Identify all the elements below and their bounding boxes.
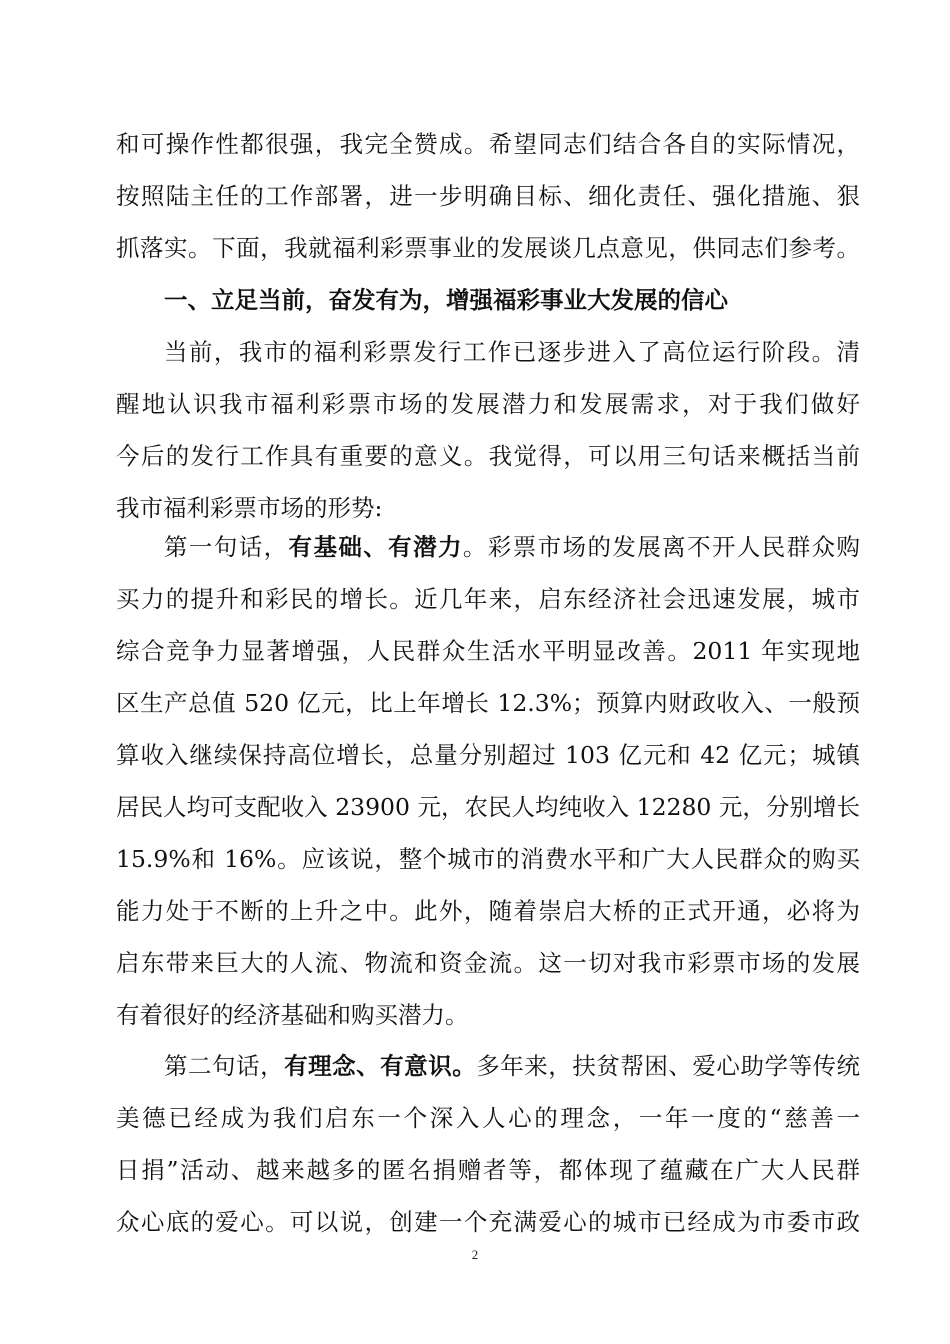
body-text-line: 今后的发行工作具有重要的意义。我觉得，可以用三句话来概括当前 <box>116 442 860 470</box>
paragraph-first-line <box>164 1051 860 1081</box>
body-text-line: 众心底的爱心。可以说，创建一个充满爱心的城市已经成为市委市政 <box>116 1208 860 1236</box>
body-text: 多年来，扶贫帮困、爱心助学等传统 <box>476 1052 861 1080</box>
body-text-line: 能力处于不断的上升之中。此外，随着崇启大桥的正式开通，必将为 <box>116 897 860 925</box>
body-text-line: 美德已经成为我们启东一个深入人心的理念，一年一度的“慈善一 <box>116 1104 860 1132</box>
body-text-line: 15.9%和 16%。应该说，整个城市的消费水平和广大人民群众的购买 <box>116 845 860 873</box>
body-text-line: 和可操作性都很强，我完全赞成。希望同志们结合各自的实际情况， <box>116 130 860 158</box>
body-text: 。彩票市场的发展离不开人民群众购 <box>462 533 861 561</box>
body-text-line: 居民人均可支配收入 23900 元，农民人均纯收入 12280 元，分别增长 <box>116 793 860 821</box>
paragraph-first-line: 当前，我市的福利彩票发行工作已逐步进入了高位运行阶段。清 <box>164 338 860 366</box>
page-number: 2 <box>471 1247 479 1262</box>
body-text-line: 按照陆主任的工作部署，进一步明确目标、细化责任、强化措施、狠 <box>116 182 860 210</box>
lead-text: 第一句话， <box>164 533 289 561</box>
body-text-line: 有着很好的经济基础和购买潜力。 <box>116 1001 469 1029</box>
emphasis-text: 有基础、有潜力 <box>288 533 463 561</box>
section-heading: 一、立足当前，奋发有为，增强福彩事业大发展的信心 <box>164 286 728 314</box>
body-text-line: 综合竞争力显著增强，人民群众生活水平明显改善。2011 年实现地 <box>116 637 860 665</box>
body-text-line: 算收入继续保持高位增长，总量分别超过 103 亿元和 42 亿元；城镇 <box>116 741 860 769</box>
body-text-line: 启东带来巨大的人流、物流和资金流。这一切对我市彩票市场的发展 <box>116 949 860 977</box>
emphasis-text: 有理念、有意识。 <box>284 1052 477 1080</box>
lead-text: 第二句话， <box>164 1052 285 1080</box>
paragraph-first-line <box>164 532 860 562</box>
body-text-line: 我市福利彩票市场的形势: <box>116 494 383 522</box>
body-text-line: 日捐”活动、越来越多的匿名捐赠者等，都体现了蕴藏在广大人民群 <box>116 1156 860 1184</box>
body-text-line: 买力的提升和彩民的增长。近几年来，启东经济社会迅速发展，城市 <box>116 585 860 613</box>
body-text-line: 醒地认识我市福利彩票市场的发展潜力和发展需求，对于我们做好 <box>116 390 860 418</box>
body-text-line: 抓落实。下面，我就福利彩票事业的发展谈几点意见，供同志们参考。 <box>116 234 860 262</box>
body-text-line: 区生产总值 520 亿元，比上年增长 12.3%；预算内财政收入、一般预 <box>116 689 860 717</box>
